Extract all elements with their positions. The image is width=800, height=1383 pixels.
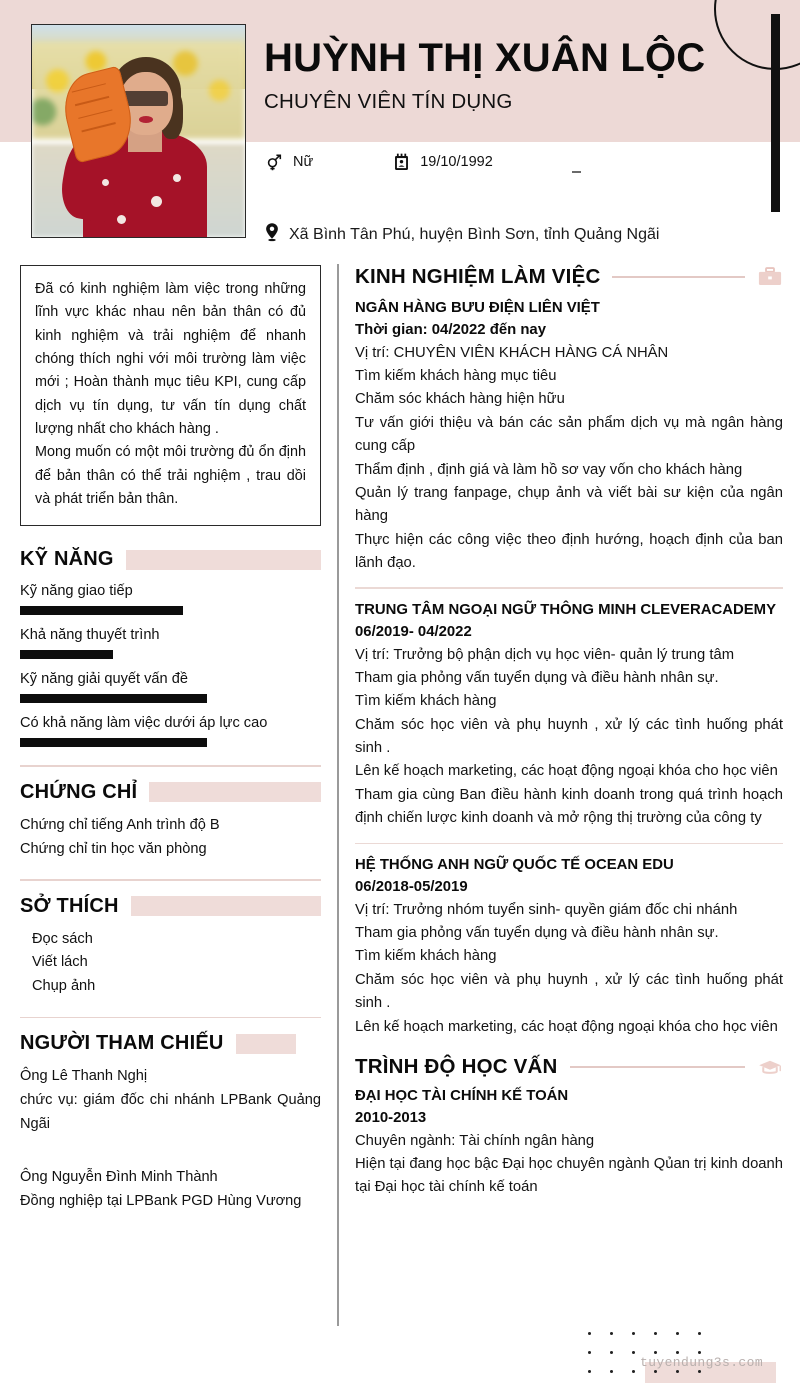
experience-line: Thực hiện các công việc theo định hướng, hoạch định của ban lãnh đạo.: [355, 531, 783, 572]
experience-line: Tìm kiếm khách hàng: [355, 948, 497, 965]
experience-entry: [355, 854, 783, 1039]
experience-line: Lên kế hoạch marketing, các hoạt động ngoại khóa cho học viên: [355, 1018, 778, 1035]
experience-line: Lên kế hoạch marketing, các hoạt động ngoại khóa cho học viên: [355, 763, 778, 780]
certificate-item: Chứng chỉ tiếng Anh trình độ B: [20, 816, 220, 833]
experience-line: Tìm kiếm khách hàng: [355, 693, 497, 710]
section-divider: [20, 765, 321, 767]
hobbies-title: SỞ THÍCH: [20, 894, 119, 917]
page-title: HUỲNH THỊ XUÂN LỘC: [264, 36, 706, 80]
contact-gender: [264, 152, 313, 172]
summary-paragraph-2: Mong muốn có một môi trường đủ ổn định để bản thân có thể trải nghiệm , trau dồi và phát triển bản thân.: [35, 444, 306, 507]
hobbies-heading: [20, 895, 321, 918]
reference-spacer: [20, 1136, 321, 1166]
column-divider: [337, 264, 339, 1326]
experience-divider: [355, 843, 783, 844]
experience-line: Tham gia cùng Ban điều hành kinh doanh trong quá trình hoạch định chiến lược kinh doanh và mở rộng thị trường của công ty: [355, 786, 783, 827]
hobby-item: Viết lách: [32, 954, 88, 971]
skills-heading: [20, 548, 321, 571]
experience-entry: [355, 599, 783, 831]
education-section: [355, 1055, 783, 1200]
skill-item: [20, 671, 321, 703]
skill-bar-track: [20, 738, 321, 747]
gender-icon: [264, 152, 284, 172]
education-title: TRÌNH ĐỘ HỌC VẤN: [355, 1054, 558, 1078]
summary-box: [20, 265, 321, 526]
skill-bar-track: [20, 606, 321, 615]
address-value: Xã Bình Tân Phú, huyện Bình Sơn, tỉnh Quảng Ngãi: [289, 225, 660, 243]
heading-rule: [570, 1066, 745, 1067]
hobby-item: Đọc sách: [32, 930, 93, 947]
experience-line: Vị trí: Trưởng bộ phận dịch vụ học viên- quản lý trung tâm: [355, 646, 735, 663]
experience-line: Tư vấn giới thiệu và bán các sản phẩm dịch vụ mà ngân hàng cung cấp: [355, 414, 783, 455]
contact-address: [264, 222, 784, 247]
skills-section: [20, 548, 321, 747]
education-heading: [355, 1055, 783, 1079]
skill-item: [20, 583, 321, 615]
education-line: Chuyên ngành: Tài chính ngân hàng: [355, 1132, 595, 1149]
employer-name: HỆ THỐNG ANH NGỮ QUỐC TẾ OCEAN EDU: [355, 856, 674, 873]
reference-name: Ông Nguyễn Đình Minh Thành: [20, 1169, 218, 1186]
hobby-item: Chụp ảnh: [32, 978, 96, 995]
birthday-value: 19/10/1992: [420, 154, 493, 170]
experience-line: Tìm kiếm khách hàng mục tiêu: [355, 368, 557, 385]
reference-role: chức vụ: giám đốc chi nhánh LPBank Quảng Ngãi: [20, 1091, 321, 1132]
skill-bar-track: [20, 694, 321, 703]
skill-label: Có khả năng làm việc dưới áp lực cao: [20, 715, 268, 732]
heading-accent-bar: [149, 782, 321, 802]
skill-bar-fill: [20, 606, 183, 615]
experience-line: Tham gia phỏng vấn tuyển dụng và điều hành nhân sự.: [355, 925, 719, 942]
experience-line: Quản lý trang fanpage, chụp ảnh và viết bài sư kiện của ngân hàng: [355, 484, 783, 525]
experience-line: Tham gia phỏng vấn tuyển dụng và điều hành nhân sự.: [355, 669, 719, 686]
summary-paragraph-1: Đã có kinh nghiệm làm việc trong những lĩnh vực khác nhau nên bản thân có đủ kinh nghiệm và trải nghiệm để nhanh chóng thích nghi với môi trường làm việc mới ; Hoàn thành mục tiêu KPI, cung cấp dịch vụ tín dụng, tư vấn tín dụng chất lượng nhất cho khách hàng .: [35, 281, 306, 437]
right-column: [355, 265, 783, 1200]
experience-line: Chăm sóc học viên và phụ huynh , xử lý các tình huống phát sinh .: [355, 716, 783, 757]
heading-accent-bar: [236, 1034, 296, 1054]
heading-accent-bar: [131, 896, 321, 916]
calendar-icon: [391, 152, 411, 172]
hobbies-section: [20, 895, 321, 999]
school-name: ĐẠI HỌC TÀI CHÍNH KẾ TOÁN: [355, 1087, 569, 1104]
job-title: CHUYÊN VIÊN TÍN DỤNG: [264, 90, 513, 113]
certificates-section: [20, 781, 321, 861]
briefcase-icon: [757, 266, 783, 288]
profile-photo-image: [32, 25, 245, 237]
skill-item: [20, 627, 321, 659]
reference-name: Ông Lê Thanh Nghị: [20, 1068, 148, 1085]
experience-heading: [355, 265, 783, 289]
experience-entry: [355, 297, 783, 575]
experience-line: Vị trí: CHUYÊN VIÊN KHÁCH HÀNG CÁ NHÂN: [355, 344, 669, 361]
certificates-title: CHỨNG CHỈ: [20, 780, 138, 803]
skills-title: KỸ NĂNG: [20, 548, 114, 571]
name-block: [264, 38, 705, 114]
employer-name: NGÂN HÀNG BƯU ĐIỆN LIÊN VIỆT: [355, 300, 600, 316]
experience-title: KINH NGHIỆM LÀM VIỆC: [355, 265, 601, 288]
contact-birthday: [391, 152, 493, 172]
certificate-item: Chứng chỉ tin học văn phòng: [20, 840, 207, 857]
experience-line: Thẩm định , định giá và làm hồ sơ vay vốn cho khách hàng: [355, 461, 743, 478]
section-divider: [20, 1017, 321, 1019]
skill-label: Khả năng thuyết trình: [20, 627, 160, 644]
employment-period: 06/2019- 04/2022: [355, 624, 472, 641]
skill-label: Kỹ năng giải quyết vấn đề: [20, 671, 188, 688]
experience-line: Vị trí: Trưởng nhóm tuyển sinh- quyền giám đốc chi nhánh: [355, 901, 738, 918]
gender-value: Nữ: [293, 154, 314, 170]
employment-period: Thời gian: 04/2022 đến nay: [355, 322, 546, 339]
profile-photo: [31, 24, 246, 238]
employment-period: 06/2018-05/2019: [355, 879, 468, 896]
skill-bar-fill: [20, 650, 113, 659]
section-divider: [20, 879, 321, 881]
skill-bar-fill: [20, 694, 207, 703]
watermark: tuyendung3s.com: [640, 1355, 764, 1370]
skill-label: Kỹ năng giao tiếp: [20, 583, 133, 600]
stray-dash-mark: [572, 171, 581, 173]
skill-item: [20, 715, 321, 747]
experience-divider: [355, 587, 783, 588]
certificates-heading: [20, 781, 321, 804]
references-section: [20, 1032, 321, 1213]
references-heading: [20, 1032, 321, 1055]
contact-info: [264, 152, 784, 247]
graduation-cap-icon: [757, 1056, 783, 1078]
heading-accent-bar: [126, 550, 321, 570]
experience-line: Chăm sóc học viên và phụ huynh , xử lý các tình huống phát sinh .: [355, 971, 783, 1012]
experience-line: Chăm sóc khách hàng hiện hữu: [355, 391, 565, 408]
experience-section: [355, 265, 783, 1039]
left-column: [20, 265, 321, 1213]
location-pin-icon: [264, 222, 280, 247]
heading-rule: [612, 276, 745, 277]
employer-name: TRUNG TÂM NGOẠI NGỮ THÔNG MINH CLEVERACADEMY: [355, 601, 777, 618]
reference-role: Đồng nghiệp tại LPBank PGD Hùng Vương: [20, 1192, 302, 1209]
skill-bar-fill: [20, 738, 207, 747]
skill-bar-track: [20, 650, 321, 659]
education-period: 2010-2013: [355, 1110, 427, 1127]
references-title: NGƯỜI THAM CHIẾU: [20, 1032, 224, 1055]
education-line: Hiện tại đang học bậc Đại học chuyên ngành Qủan trị kinh doanh tại Đại học tài chính kế toán: [355, 1156, 783, 1196]
